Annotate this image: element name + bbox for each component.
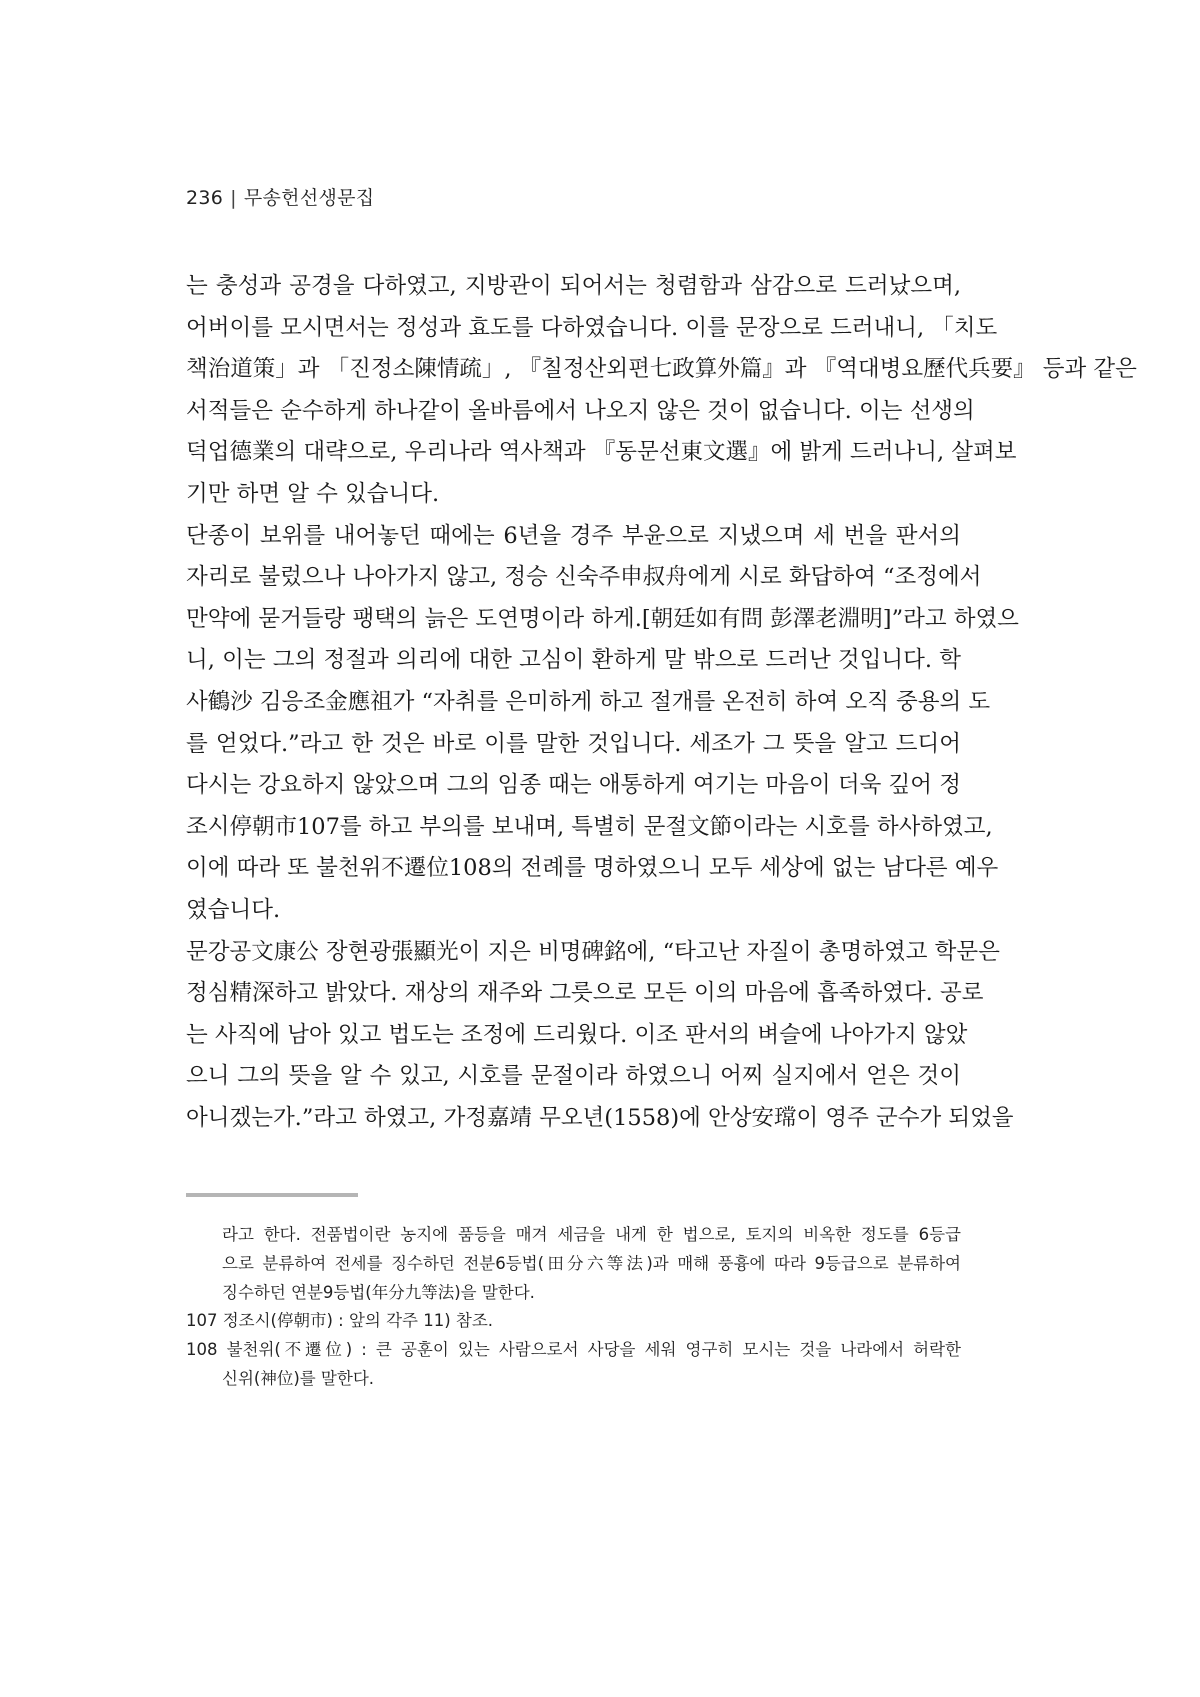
body-line: 기만 하면 알 수 있습니다. <box>186 480 440 507</box>
body-line: 만약에 묻거들랑 팽택의 늙은 도연명이라 하게.[朝廷如有問 彭澤老淵明]”라고 하였으 <box>186 605 1019 632</box>
body-text <box>186 266 1137 1139</box>
body-line: 책治道策」과 「진정소陳情疏」, 『칠정산외편七政算外篇』과 『역대병요歷代兵要』 등과 같은 <box>186 356 1137 383</box>
footnote-line: 으로 분류하여 전세를 징수하던 전분6등법(田分六等法)과 매해 풍흉에 따라 9등급으로 분류하여 <box>222 1253 961 1273</box>
footnote-line: 라고 한다. 전품법이란 농지에 품등을 매겨 세금을 내게 한 법으로, 토지의 비옥한 정도를 6등급 <box>222 1225 961 1244</box>
body-line: 조시停朝市107를 하고 부의를 보내며, 특별히 문절文節이라는 시호를 하사하였고, <box>186 813 993 840</box>
footnotes <box>186 1221 961 1394</box>
footnote-line: 징수하던 연분9등법(年分九等法)을 말한다. <box>222 1282 535 1302</box>
body-line: 아니겠는가.”라고 하였고, 가정嘉靖 무오년(1558)에 안상安瑺이 영주 군수가 되었을 <box>186 1104 1014 1131</box>
body-line: 였습니다. <box>186 896 281 923</box>
body-line: 사鶴沙 김응조金應祖가 “자취를 은미하게 하고 절개를 온전히 하여 오직 중용의 도 <box>186 688 991 715</box>
body-line: 어버이를 모시면서는 정성과 효도를 다하였습니다. 이를 문장으로 드러내니, 「치도 <box>186 314 998 341</box>
footnote-line: 108 불천위(不遷位) : 큰 공훈이 있는 사람으로서 사당을 세워 영구히 모시는 것을 나라에서 허락한 <box>186 1340 961 1360</box>
body-line: 니, 이는 그의 정절과 의리에 대한 고심이 환하게 말 밖으로 드러난 것입니다. 학 <box>186 647 961 674</box>
body-line: 를 얻었다.”라고 한 것은 바로 이를 말한 것입니다. 세조가 그 뜻을 알고 드디어 <box>186 730 961 757</box>
body-line: 이에 따라 또 불천위不遷位108의 전례를 명하였으니 모두 세상에 없는 남다른 예우 <box>186 855 999 882</box>
footnote-line: 신위(神位)를 말한다. <box>222 1368 374 1388</box>
body-line: 다시는 강요하지 않았으며 그의 임종 때는 애통하게 여기는 마음이 더욱 깊어 정 <box>186 772 961 799</box>
body-line: 정심精深하고 밝았다. 재상의 재주와 그릇으로 모든 이의 마음에 흡족하였다. 공로 <box>186 980 984 1007</box>
running-header <box>186 183 374 210</box>
body-line: 는 충성과 공경을 다하였고, 지방관이 되어서는 청렴함과 삼감으로 드러났으며, <box>186 273 961 299</box>
header-separator: | <box>230 187 237 209</box>
footnote-line: 107 정조시(停朝市) : 앞의 각주 11) 참조. <box>186 1311 494 1331</box>
page-number: 236 <box>186 187 224 209</box>
footnote-divider <box>186 1193 358 1197</box>
body-line: 덕업德業의 대략으로, 우리나라 역사책과 『동문선東文選』에 밝게 드러나니, 살펴보 <box>186 439 1017 466</box>
body-line: 자리로 불렀으나 나아가지 않고, 정승 신숙주申叔舟에게 시로 화답하여 “조정에서 <box>186 564 982 591</box>
body-line: 문강공文康公 장현광張顯光이 지은 비명碑銘에, “타고난 자질이 총명하였고 학문은 <box>186 938 1000 965</box>
body-line: 는 사직에 남아 있고 법도는 조정에 드리웠다. 이조 판서의 벼슬에 나아가지 않았 <box>186 1021 968 1048</box>
book-title: 무송헌선생문집 <box>243 187 375 209</box>
body-line: 단종이 보위를 내어놓던 때에는 6년을 경주 부윤으로 지냈으며 세 번을 판서의 <box>186 522 961 549</box>
body-line: 으니 그의 뜻을 알 수 있고, 시호를 문절이라 하였으니 어찌 실지에서 얻은 것이 <box>186 1063 961 1090</box>
body-line: 서적들은 순수하게 하나같이 올바름에서 나오지 않은 것이 없습니다. 이는 선생의 <box>186 397 975 424</box>
